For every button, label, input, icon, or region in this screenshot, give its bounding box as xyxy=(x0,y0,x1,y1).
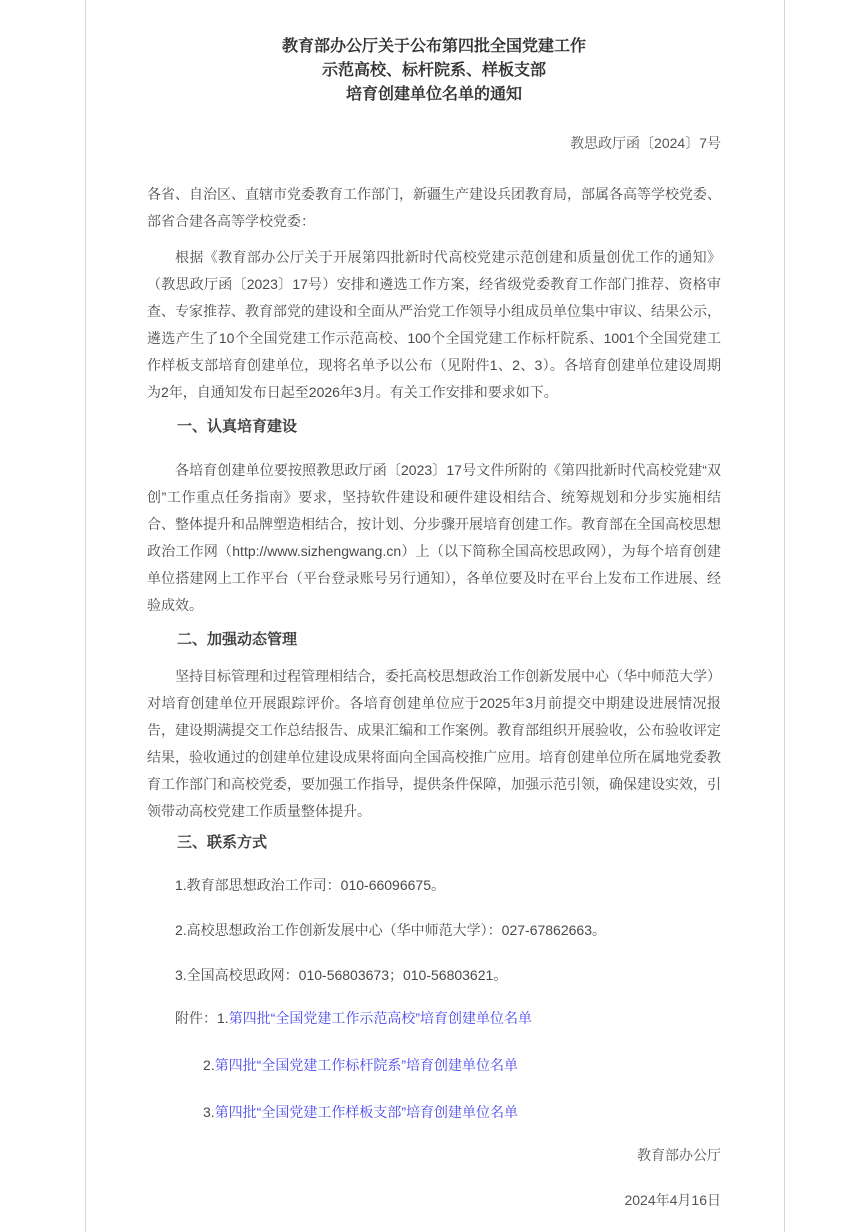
attachment-line-3 xyxy=(147,1099,721,1126)
document-number: 教思政厅函〔2024〕7号 xyxy=(570,135,721,151)
contact-line-2: 2.高校思想政治工作创新发展中心（华中师范大学）：027-67862663。 xyxy=(175,922,606,938)
contact-line-3: 3.全国高校思政网：010-56803673；010-56803621。 xyxy=(175,967,508,983)
salutation: 各省、自治区、直辖市党委教育工作部门，新疆生产建设兵团教育局，部属各高等学校党委、部省合建各高等学校党委： xyxy=(147,186,721,229)
issue-date: 2024年4月16日 xyxy=(624,1192,721,1208)
attachment-index-2: 2. xyxy=(203,1057,215,1073)
section-2-paragraph: 坚持目标管理和过程管理相结合，委托高校思想政治工作创新发展中心（华中师范大学）对培育创建单位开展跟踪评价。各培育创建单位应于2025年3月前提交中期建设进展情况报告，建设期满提交工作总结报告、成果汇编和工作案例。教育部组织开展验收，公布验收评定结果，验收通过的创建单位建设成果将面向全国高校推广应用。培育创建单位所在属地党委教育工作部门和高校党委，要加强工作指导，提供条件保障，加强示范引领，确保建设实效，引领带动高校党建工作质量整体提升。 xyxy=(147,668,721,819)
attachment-line-1 xyxy=(147,1005,721,1032)
attachment-index-3: 3. xyxy=(203,1104,215,1120)
attachment-index-1: 1. xyxy=(217,1010,229,1026)
contact-line-1: 1.教育部思想政治工作司：010-66096675。 xyxy=(175,877,445,893)
title-line-1: 教育部办公厅关于公布第四批全国党建工作 xyxy=(281,38,586,55)
document-page xyxy=(85,0,785,1232)
section-1-paragraph: 各培育创建单位要按照教思政厅函〔2023〕17号文件所附的《第四批新时代高校党建“双创”工作重点任务指南》要求，坚持软件建设和硬件建设相结合、统筹规划和分步实施相结合、整体提升和品牌塑造相结合，按计划、分步骤开展培育创建工作。教育部在全国高校思想政治工作网（http://www.sizhengwang.cn）上（以下简称全国高校思政网），为每个培育创建单位搭建网上工作平台（平台登录账号另行通知），各单位要及时在平台上发布工作进展、经验成效。 xyxy=(147,462,721,613)
title-line-3: 培育创建单位名单的通知 xyxy=(345,86,522,103)
issuer-signature: 教育部办公厅 xyxy=(637,1147,721,1163)
attachments-label: 附件： xyxy=(175,1010,217,1026)
title-line-2: 示范高校、标杆院系、样板支部 xyxy=(321,62,546,79)
section-heading-1: 一、认真培育建设 xyxy=(177,418,298,435)
attachment-link-2[interactable]: 第四批“全国党建工作标杆院系”培育创建单位名单 xyxy=(214,1057,519,1073)
document-title xyxy=(147,35,721,107)
attachment-line-2 xyxy=(147,1052,721,1079)
section-heading-2: 二、加强动态管理 xyxy=(177,631,298,648)
intro-paragraph: 根据《教育部办公厅关于开展第四批新时代高校党建示范创建和质量创优工作的通知》（教思政厅函〔2023〕17号）安排和遴选工作方案，经省级党委教育工作部门推荐、资格审查、专家推荐、教育部党的建设和全面从严治党工作领导小组成员单位集中审议、结果公示，遴选产生了10个全国党建工作示范高校、100个全国党建工作标杆院系、1001个全国党建工作样板支部培育创建单位，现将名单予以公布（见附件1、2、3）。各培育创建单位建设周期为2年，自通知发布日起至2026年3月。有关工作安排和要求如下。 xyxy=(147,249,721,400)
attachment-link-3[interactable]: 第四批“全国党建工作样板支部”培育创建单位名单 xyxy=(214,1104,519,1120)
section-heading-3: 三、联系方式 xyxy=(177,834,268,851)
attachment-link-1[interactable]: 第四批“全国党建工作示范高校”培育创建单位名单 xyxy=(228,1010,533,1026)
